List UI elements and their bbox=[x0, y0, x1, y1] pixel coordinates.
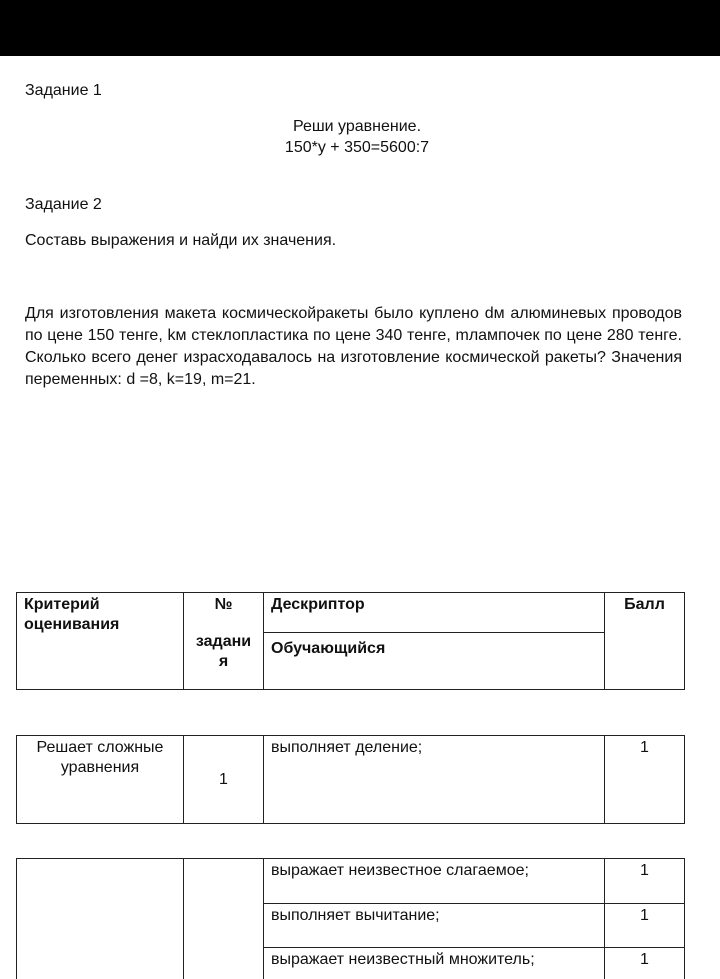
task1-heading: Задание 1 bbox=[25, 82, 102, 99]
task1-instruction: Реши уравнение. bbox=[292, 118, 422, 135]
row1-score: 1 bbox=[605, 736, 685, 824]
header-student: Обучающийся bbox=[264, 633, 605, 690]
rows2-score: 1 bbox=[605, 859, 685, 904]
row1-descriptor: выполняет деление; bbox=[264, 736, 605, 824]
rows2-score: 1 bbox=[605, 904, 685, 948]
assessment-header-table bbox=[16, 592, 685, 690]
header-criterion: Критерий оценивания bbox=[17, 593, 184, 690]
task2-heading: Задание 2 bbox=[25, 196, 102, 213]
rows2-descriptor: выражает неизвестный множитель; bbox=[264, 948, 605, 979]
task2-word-problem: Для изготовления макета космическойракеты было куплено dм алюминевых проводов по цене 150 тенге, kм стеклопластика по цене 340 тенге, mлампочек по цене 280 тенге. Сколько всего денег израсходавалось на изготовление космической ракеты? Значения переменных: d =8, k=19, m=21. bbox=[25, 305, 682, 388]
rows2-descriptor: выполняет вычитание; bbox=[264, 904, 605, 948]
task1-equation: 150*у + 350=5600:7 bbox=[284, 139, 430, 156]
top-black-bar bbox=[0, 0, 720, 56]
assessment-rows2-table bbox=[16, 858, 685, 979]
header-number-symbol: № bbox=[214, 596, 233, 613]
header-descriptor: Дескриптор bbox=[264, 593, 605, 633]
rows2-descriptor: выражает неизвестное слагаемое; bbox=[264, 859, 605, 904]
task2-instruction: Составь выражения и найди их значения. bbox=[25, 232, 337, 249]
header-task-word: задани я bbox=[195, 633, 252, 670]
rows2-score: 1 bbox=[605, 948, 685, 979]
rows2-criterion-empty bbox=[17, 859, 184, 979]
assessment-row1-table bbox=[16, 735, 685, 824]
row1-task-number: 1 bbox=[184, 736, 264, 824]
table-row bbox=[17, 859, 685, 904]
header-score: Балл bbox=[605, 593, 685, 690]
rows2-task-number-empty bbox=[184, 859, 264, 979]
row1-criterion: Решает сложные уравнения bbox=[17, 736, 184, 824]
header-task-number bbox=[184, 593, 264, 690]
